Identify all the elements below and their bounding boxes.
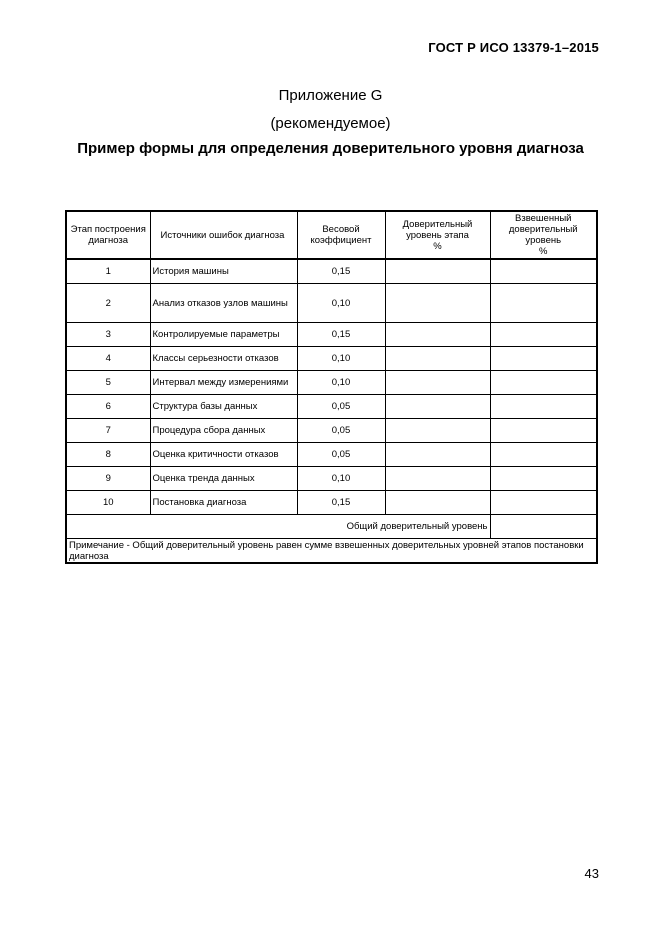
column-header-stage: Этап построения диагноза	[66, 211, 150, 259]
stage-confidence-cell[interactable]	[385, 395, 490, 419]
note-row	[66, 539, 597, 564]
standard-code: ГОСТ Р ИСО 13379-1–2015	[428, 40, 599, 55]
weight-value: 0,15	[297, 323, 385, 347]
weight-value: 0,15	[297, 491, 385, 515]
stage-number: 3	[66, 323, 150, 347]
weight-value: 0,10	[297, 284, 385, 323]
weighted-confidence-label: Взвешенный доверительный уровень %	[508, 213, 578, 257]
stage-number: 4	[66, 347, 150, 371]
weight-value: 0,15	[297, 259, 385, 284]
weighted-confidence-cell[interactable]	[490, 347, 597, 371]
error-source: Процедура сбора данных	[150, 419, 297, 443]
table-header-row	[66, 211, 597, 259]
weight-value: 0,05	[297, 395, 385, 419]
stage-confidence-cell[interactable]	[385, 443, 490, 467]
stage-number: 1	[66, 259, 150, 284]
stage-confidence-label: Доверительный уровень этапа %	[402, 218, 473, 252]
weight-value: 0,10	[297, 467, 385, 491]
weighted-confidence-cell[interactable]	[490, 467, 597, 491]
stage-confidence-cell[interactable]	[385, 371, 490, 395]
error-source: Структура базы данных	[150, 395, 297, 419]
stage-number: 8	[66, 443, 150, 467]
table-row	[66, 284, 597, 323]
table-row	[66, 395, 597, 419]
annex-status: (рекомендуемое)	[270, 115, 391, 132]
weighted-confidence-cell[interactable]	[490, 323, 597, 347]
stage-number: 7	[66, 419, 150, 443]
table-row	[66, 323, 597, 347]
annex-title: Приложение G	[278, 87, 383, 104]
table-row	[66, 467, 597, 491]
stage-number: 6	[66, 395, 150, 419]
total-confidence-cell[interactable]	[490, 515, 597, 539]
stage-confidence-cell[interactable]	[385, 323, 490, 347]
weight-value: 0,05	[297, 443, 385, 467]
weight-value: 0,10	[297, 371, 385, 395]
weighted-confidence-cell[interactable]	[490, 419, 597, 443]
column-header-sources: Источники ошибок диагноза	[150, 211, 297, 259]
weighted-confidence-cell[interactable]	[490, 443, 597, 467]
table-row	[66, 259, 597, 284]
column-header-stage-confidence	[385, 211, 490, 259]
error-source: Оценка критичности отказов	[150, 443, 297, 467]
error-source: Постановка диагноза	[150, 491, 297, 515]
table-row	[66, 491, 597, 515]
confidence-form-table	[65, 210, 598, 564]
error-source: Оценка тренда данных	[150, 467, 297, 491]
weight-value: 0,10	[297, 347, 385, 371]
column-header-weight: Весовой коэффициент	[297, 211, 385, 259]
stage-number: 2	[66, 284, 150, 323]
weighted-confidence-cell[interactable]	[490, 395, 597, 419]
table-row	[66, 443, 597, 467]
stage-confidence-cell[interactable]	[385, 347, 490, 371]
stage-confidence-cell[interactable]	[385, 419, 490, 443]
weighted-confidence-cell[interactable]	[490, 371, 597, 395]
stage-confidence-cell[interactable]	[385, 467, 490, 491]
weight-value: 0,05	[297, 419, 385, 443]
error-source: Классы серьезности отказов	[150, 347, 297, 371]
total-confidence-label: Общий доверительный уровень	[66, 515, 490, 539]
table-note: Примечание - Общий доверительный уровень равен сумме взвешенных доверительных уровней этапов постановки диагноза	[66, 539, 597, 564]
weighted-confidence-cell[interactable]	[490, 259, 597, 284]
stage-number: 9	[66, 467, 150, 491]
annex-heading: Пример формы для определения доверительного уровня диагноза	[77, 140, 584, 157]
column-header-weighted-confidence	[490, 211, 597, 259]
stage-number: 5	[66, 371, 150, 395]
weighted-confidence-cell[interactable]	[490, 284, 597, 323]
error-source: Анализ отказов узлов машины	[150, 284, 297, 323]
weighted-confidence-cell[interactable]	[490, 491, 597, 515]
total-row	[66, 515, 597, 539]
table-row	[66, 419, 597, 443]
table-row	[66, 371, 597, 395]
stage-confidence-cell[interactable]	[385, 259, 490, 284]
table-row	[66, 347, 597, 371]
error-source: История машины	[150, 259, 297, 284]
stage-number: 10	[66, 491, 150, 515]
stage-confidence-cell[interactable]	[385, 284, 490, 323]
page-number: 43	[584, 866, 599, 881]
stage-confidence-cell[interactable]	[385, 491, 490, 515]
error-source: Контролируемые параметры	[150, 323, 297, 347]
error-source: Интервал между измерениями	[150, 371, 297, 395]
